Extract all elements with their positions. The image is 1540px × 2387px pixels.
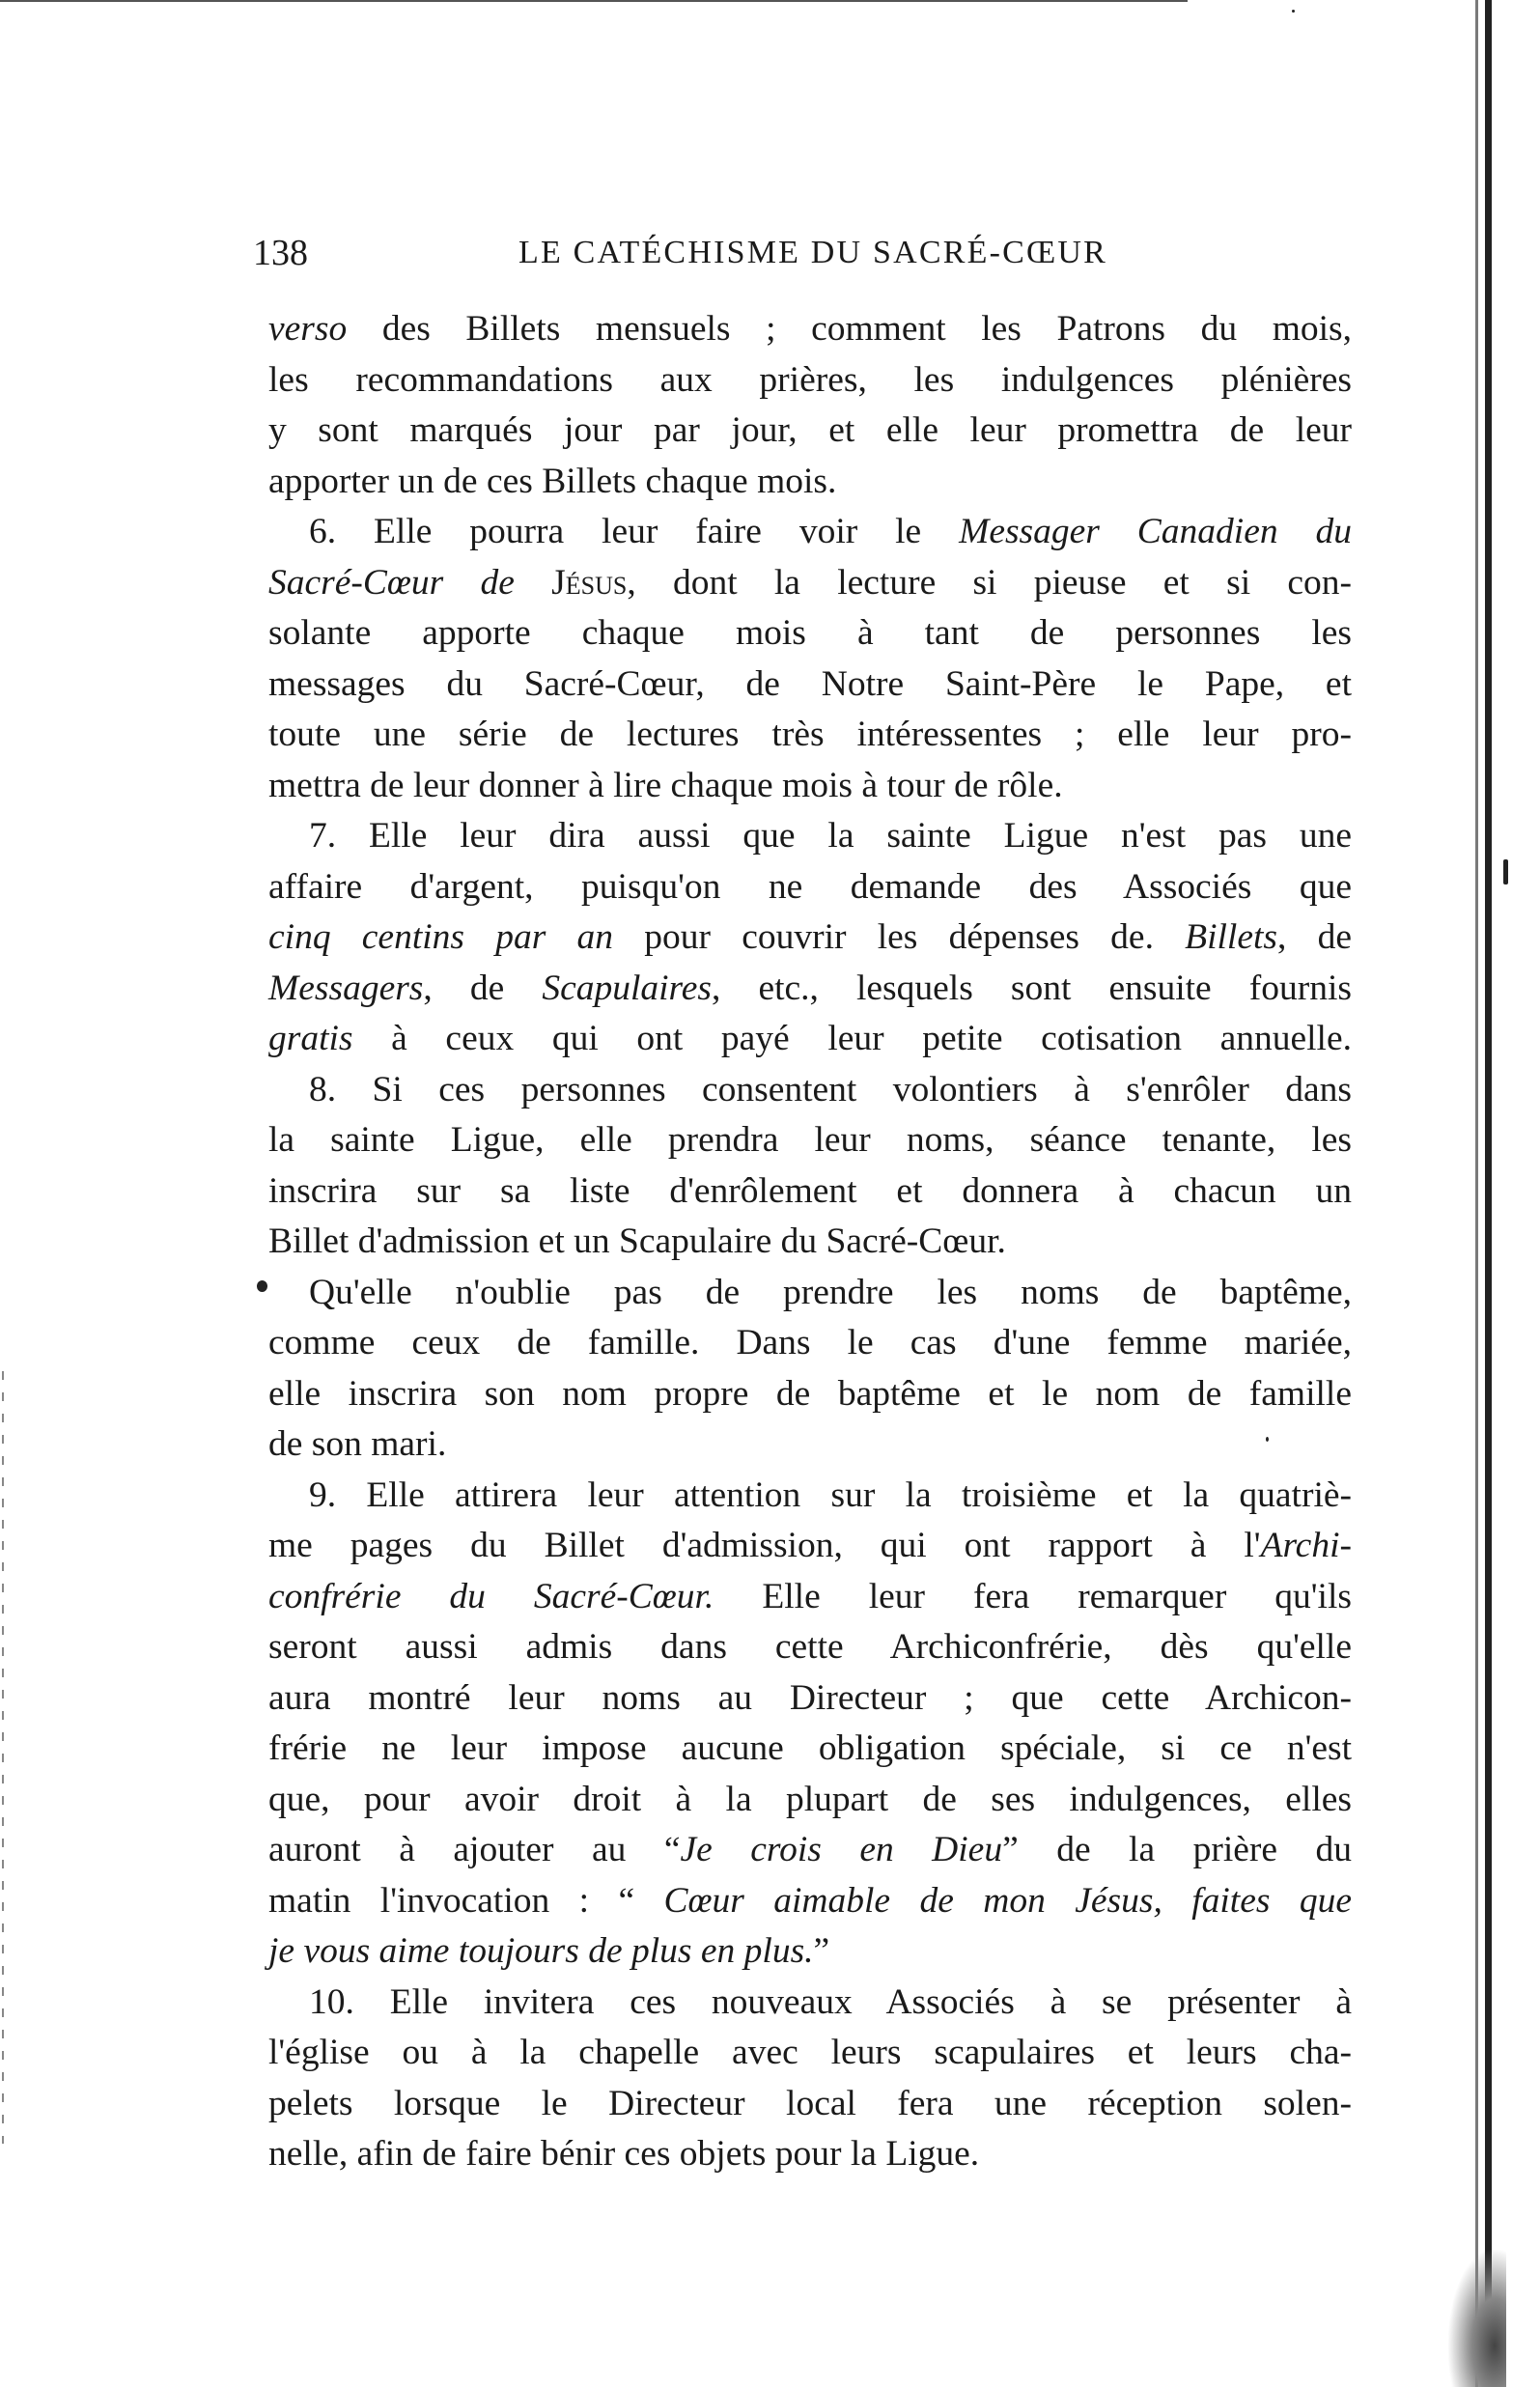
text-line xyxy=(268,1166,1352,1218)
text-line xyxy=(268,862,1352,913)
text-run: pelets lorsque le Directeur local fera une réception solen- xyxy=(268,2083,1352,2123)
text-run: à ceux qui ont payé leur petite cotisation annuelle. xyxy=(352,1019,1352,1058)
text-run: , de xyxy=(423,968,543,1008)
text-run: que, pour avoir droit à la plupart de ses indulgences, elles xyxy=(268,1779,1352,1819)
text-run: 8. Si ces personnes consentent volontiers à s'enrôler dans xyxy=(309,1069,1352,1109)
scan-edge-right-inner xyxy=(1475,0,1478,2387)
text-line xyxy=(268,1419,1352,1471)
text-run: comme ceux de famille. Dans le cas d'une femme mariée, xyxy=(268,1323,1352,1362)
text-run: ” xyxy=(813,1931,830,1971)
text-line xyxy=(268,2028,1352,2079)
text-run: matin l'invocation : “ xyxy=(268,1880,664,1921)
text-line xyxy=(268,1115,1352,1166)
text-run: , etc., lesquels sont ensuite fournis xyxy=(712,968,1352,1008)
text-run: de son mari. xyxy=(268,1424,447,1464)
text-run: Qu'elle n'oublie pas de prendre les noms de baptême, xyxy=(309,1272,1352,1312)
italic-text: Scapulaires xyxy=(542,968,712,1008)
text-run: y sont marqués jour par jour, et elle leur promettra de leur xyxy=(268,410,1352,450)
text-line xyxy=(268,913,1352,964)
italic-text: cinq centins par an xyxy=(268,917,614,957)
text-run: nelle, afin de faire bénir ces objets pour la Ligue. xyxy=(268,2134,980,2174)
italic-text: Je crois en Dieu xyxy=(680,1830,1003,1869)
italic-text: gratis xyxy=(268,1019,353,1058)
text-line xyxy=(268,1825,1352,1876)
text-line xyxy=(268,1926,1352,1978)
text-line xyxy=(268,1014,1352,1065)
text-line xyxy=(268,457,1352,508)
text-run: seront aussi admis dans cette Archiconfrérie, dès qu'elle xyxy=(268,1627,1352,1667)
text-line xyxy=(268,1978,1352,2029)
italic-text: Billets xyxy=(1185,917,1277,957)
text-run: les recommandations aux prières, les indulgences plénières xyxy=(268,359,1352,400)
text-line xyxy=(268,406,1352,457)
text-run: messages du Sacré-Cœur, de Notre Saint-Père le Pape, et xyxy=(268,663,1352,704)
text-line xyxy=(268,1572,1352,1623)
italic-text: je vous aime toujours de plus en plus. xyxy=(268,1931,814,1971)
text-line xyxy=(268,355,1352,407)
text-run: Jésus xyxy=(551,562,628,603)
text-line xyxy=(268,1521,1352,1572)
text-line xyxy=(268,1775,1352,1826)
text-run: inscrira sur sa liste d'enrôlement et donnera à chacun un xyxy=(268,1170,1352,1211)
text-run: solante apporte chaque mois à tant de personnes les xyxy=(268,613,1352,653)
italic-text: Sacré-Cœur de xyxy=(268,562,515,603)
italic-text: confrérie du Sacré-Cœur. xyxy=(268,1576,714,1616)
text-line xyxy=(268,2079,1352,2130)
speck-mark xyxy=(1292,10,1295,13)
scan-corner-shadow xyxy=(1448,2250,1506,2387)
text-line xyxy=(268,1724,1352,1775)
text-run: mettra de leur donner à lire chaque mois à tour de rôle. xyxy=(268,765,1063,805)
italic-text: verso xyxy=(268,309,348,349)
text-run: apporter un de ces Billets chaque mois. xyxy=(268,461,837,501)
text-line xyxy=(268,1268,1352,1319)
text-run: la sainte Ligue, elle prendra leur noms, séance tenante, les xyxy=(268,1120,1352,1160)
text-line xyxy=(268,761,1352,812)
scan-edge-left xyxy=(2,1371,4,2144)
text-line xyxy=(268,608,1352,660)
text-run: auront à ajouter au “ xyxy=(268,1830,681,1869)
text-line xyxy=(268,304,1352,355)
text-run: , dont la lecture si pieuse et si con- xyxy=(627,562,1353,603)
text-line xyxy=(268,1217,1352,1268)
text-line xyxy=(268,1876,1352,1927)
text-run: 10. Elle invitera ces nouveaux Associés à se présenter à xyxy=(309,1981,1352,2022)
text-run: aura montré leur noms au Directeur ; que cette Archicon- xyxy=(268,1677,1352,1718)
text-run: 6. Elle pourra leur faire voir le xyxy=(309,512,960,551)
text-line xyxy=(268,660,1352,711)
text-run: frérie ne leur impose aucune obligation spéciale, si ce n'est xyxy=(268,1728,1352,1768)
text-run: l'église ou à la chapelle avec leurs scapulaires et leurs cha- xyxy=(268,2033,1352,2072)
text-line xyxy=(268,811,1352,862)
scan-edge-top xyxy=(0,0,1188,2)
text-line xyxy=(268,964,1352,1015)
text-line xyxy=(268,1318,1352,1369)
text-line xyxy=(268,558,1352,609)
text-run: affaire d'argent, puisqu'on ne demande des Associés que xyxy=(268,866,1352,907)
text-run xyxy=(515,563,551,603)
text-line xyxy=(268,1065,1352,1116)
scan-edge-right xyxy=(1485,0,1492,2387)
text-line xyxy=(268,1622,1352,1673)
text-line xyxy=(268,710,1352,761)
text-run: des Billets mensuels ; comment les Patrons du mois, xyxy=(347,309,1352,349)
running-title: LE CATÉCHISME DU SACRÉ-CŒUR xyxy=(518,235,1108,270)
speck-mark xyxy=(1503,859,1508,885)
text-run: Billet d'admission et un Scapulaire du Sacré-Cœur. xyxy=(268,1222,1006,1261)
text-run: 7. Elle leur dira aussi que la sainte Ligue n'est pas une xyxy=(309,816,1352,856)
text-line xyxy=(268,1471,1352,1522)
text-run: pour couvrir les dépenses de. xyxy=(613,917,1186,957)
speck-mark xyxy=(257,1280,267,1292)
text-line xyxy=(268,2129,1352,2180)
body-text xyxy=(268,304,1352,2180)
text-line xyxy=(268,1369,1352,1420)
text-run: toute une série de lectures très intéressentes ; elle leur pro- xyxy=(268,715,1352,754)
italic-text: Cœur aimable de mon Jésus, faites que xyxy=(663,1880,1352,1921)
text-line xyxy=(268,1673,1352,1725)
text-run: Elle leur fera remarquer qu'ils xyxy=(714,1576,1352,1616)
italic-text: Messagers xyxy=(268,968,424,1008)
text-run: , de xyxy=(1277,917,1352,957)
text-run: me pages du Billet d'admission, qui ont rapport à l' xyxy=(268,1526,1261,1565)
page-header xyxy=(253,224,1363,282)
text-run: elle inscrira son nom propre de baptême et le nom de famille xyxy=(268,1373,1352,1414)
text-run: 9. Elle attirera leur attention sur la troisième et la quatriè- xyxy=(309,1474,1352,1515)
italic-text: Archi- xyxy=(1260,1526,1352,1565)
page-number: 138 xyxy=(253,233,308,273)
text-run: ” de la prière du xyxy=(1002,1830,1352,1869)
italic-text: Messager Canadien du xyxy=(959,512,1352,551)
text-line xyxy=(268,507,1352,558)
